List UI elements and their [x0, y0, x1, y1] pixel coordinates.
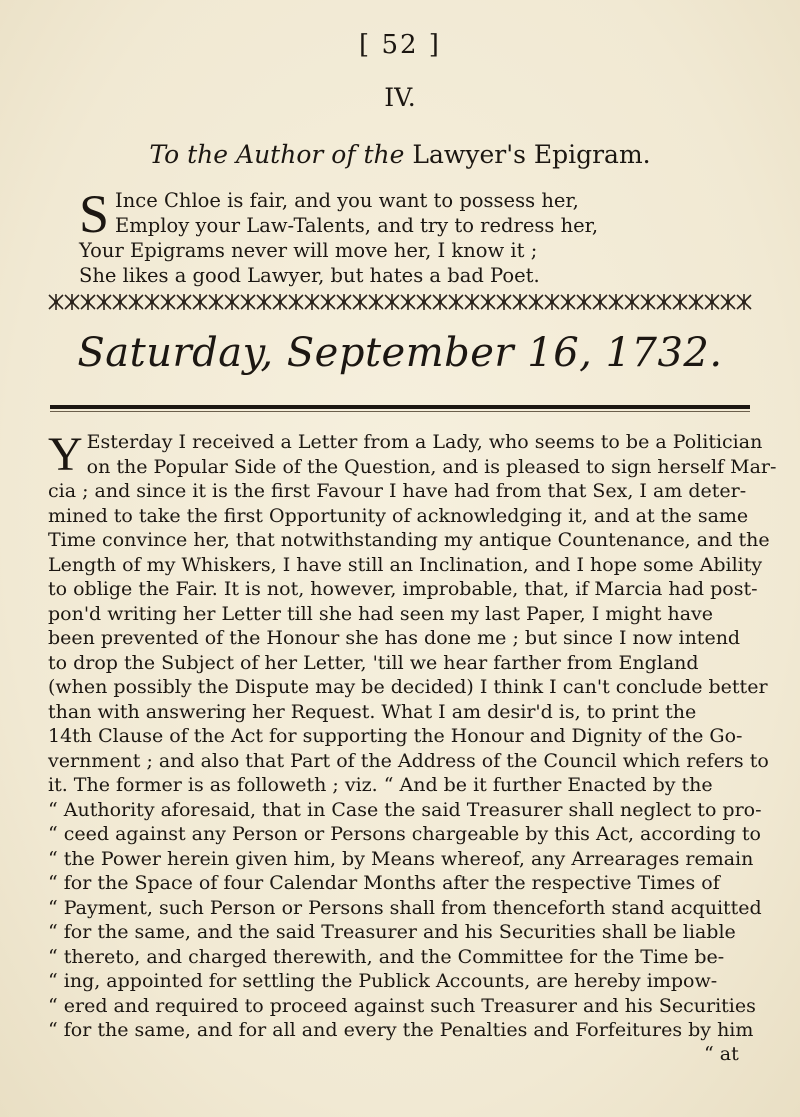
poem-line: Employ your Law-Talents, and try to redress her,: [115, 214, 599, 237]
article-line: on the Popular Side of the Question, and is pleased to sign herself Mar-: [86, 455, 777, 478]
article-line: “ for the same, and the said Treasurer and his Securities shall be liable: [48, 921, 736, 943]
article-body: [48, 428, 777, 1043]
poem-title: [0, 140, 800, 169]
article-line: “ Payment, such Person or Persons shall from thenceforth stand acquitted: [48, 896, 762, 919]
article-line: Length of my Whiskers, I have still an Inclination, and I hope some Ability: [48, 553, 763, 576]
page-number: [ 52 ]: [359, 30, 441, 60]
poem-line: She likes a good Lawyer, but hates a bad Poet.: [79, 264, 540, 287]
article-line: vernment ; and also that Part of the Address of the Council which refers to: [48, 749, 769, 772]
article-line: 14th Clause of the Act for supporting the Honour and Dignity of the Go-: [48, 725, 743, 747]
article-line: pon'd writing her Letter till she had seen my last Paper, I might have: [48, 602, 714, 625]
article-dropcap: Y: [48, 428, 83, 481]
article-line: mined to take the first Opportunity of acknowledging it, and at the same: [48, 504, 749, 527]
poem-line: Your Epigrams never will move her, I know it ;: [79, 239, 538, 262]
article-line: it. The former is as followeth ; viz. “ And be it further Enacted by the: [48, 774, 713, 796]
article-line: “ the Power herein given him, by Means whereof, any Arrearages remain: [48, 847, 754, 870]
article-line: been prevented of the Honour she has done me ; but since I now intend: [48, 627, 741, 649]
article-line: (when possibly the Dispute may be decided) I think I can't conclude better: [48, 676, 768, 698]
article-line: “ ceed against any Person or Persons chargeable by this Act, according to: [48, 823, 761, 845]
poem-title-italic: To the Author of the: [149, 140, 405, 169]
article-line: “ ered and required to proceed against such Treasurer and his Securities: [48, 994, 756, 1017]
article-line: than with answering her Request. What I am desir'd is, to print the: [48, 700, 697, 723]
article-line: cia ; and since it is the first Favour I have had from that Sex, I am deter-: [48, 480, 747, 502]
article-line: Esterday I received a Letter from a Lady, who seems to be a Politician: [86, 431, 763, 453]
ornament-border: [48, 293, 752, 311]
catchword: “ at: [704, 1043, 739, 1065]
article-line: “ for the same, and for all and every the Penalties and Forfeitures by him: [48, 1019, 754, 1041]
article-line: “ thereto, and charged therewith, and the Committee for the Time be-: [48, 945, 725, 968]
section-number: IV.: [384, 83, 416, 112]
heading-rule-thin: [50, 411, 750, 412]
date-heading: Saturday, September 16, 1732.: [77, 330, 723, 376]
article-line: “ ing, appointed for settling the Publick Accounts, are hereby impow-: [48, 970, 718, 992]
poem-line: Ince Chloe is fair, and you want to possess her,: [115, 189, 579, 212]
article-line: “ for the Space of four Calendar Months after the respective Times of: [48, 872, 720, 894]
article-line: “ Authority aforesaid, that in Case the said Treasurer shall neglect to pro-: [48, 798, 762, 821]
poem-body: [79, 184, 759, 288]
poem-title-roman: Lawyer's Epigram.: [412, 140, 651, 169]
heading-rule: [50, 405, 750, 409]
article-line: to oblige the Fair. It is not, however, improbable, that, if Marcia had post-: [48, 578, 758, 600]
article-line: Time convince her, that notwithstanding my antique Countenance, and the: [48, 529, 770, 551]
article-line: to drop the Subject of her Letter, 'till we hear farther from England: [48, 651, 699, 674]
poem-dropcap: S: [79, 184, 110, 244]
